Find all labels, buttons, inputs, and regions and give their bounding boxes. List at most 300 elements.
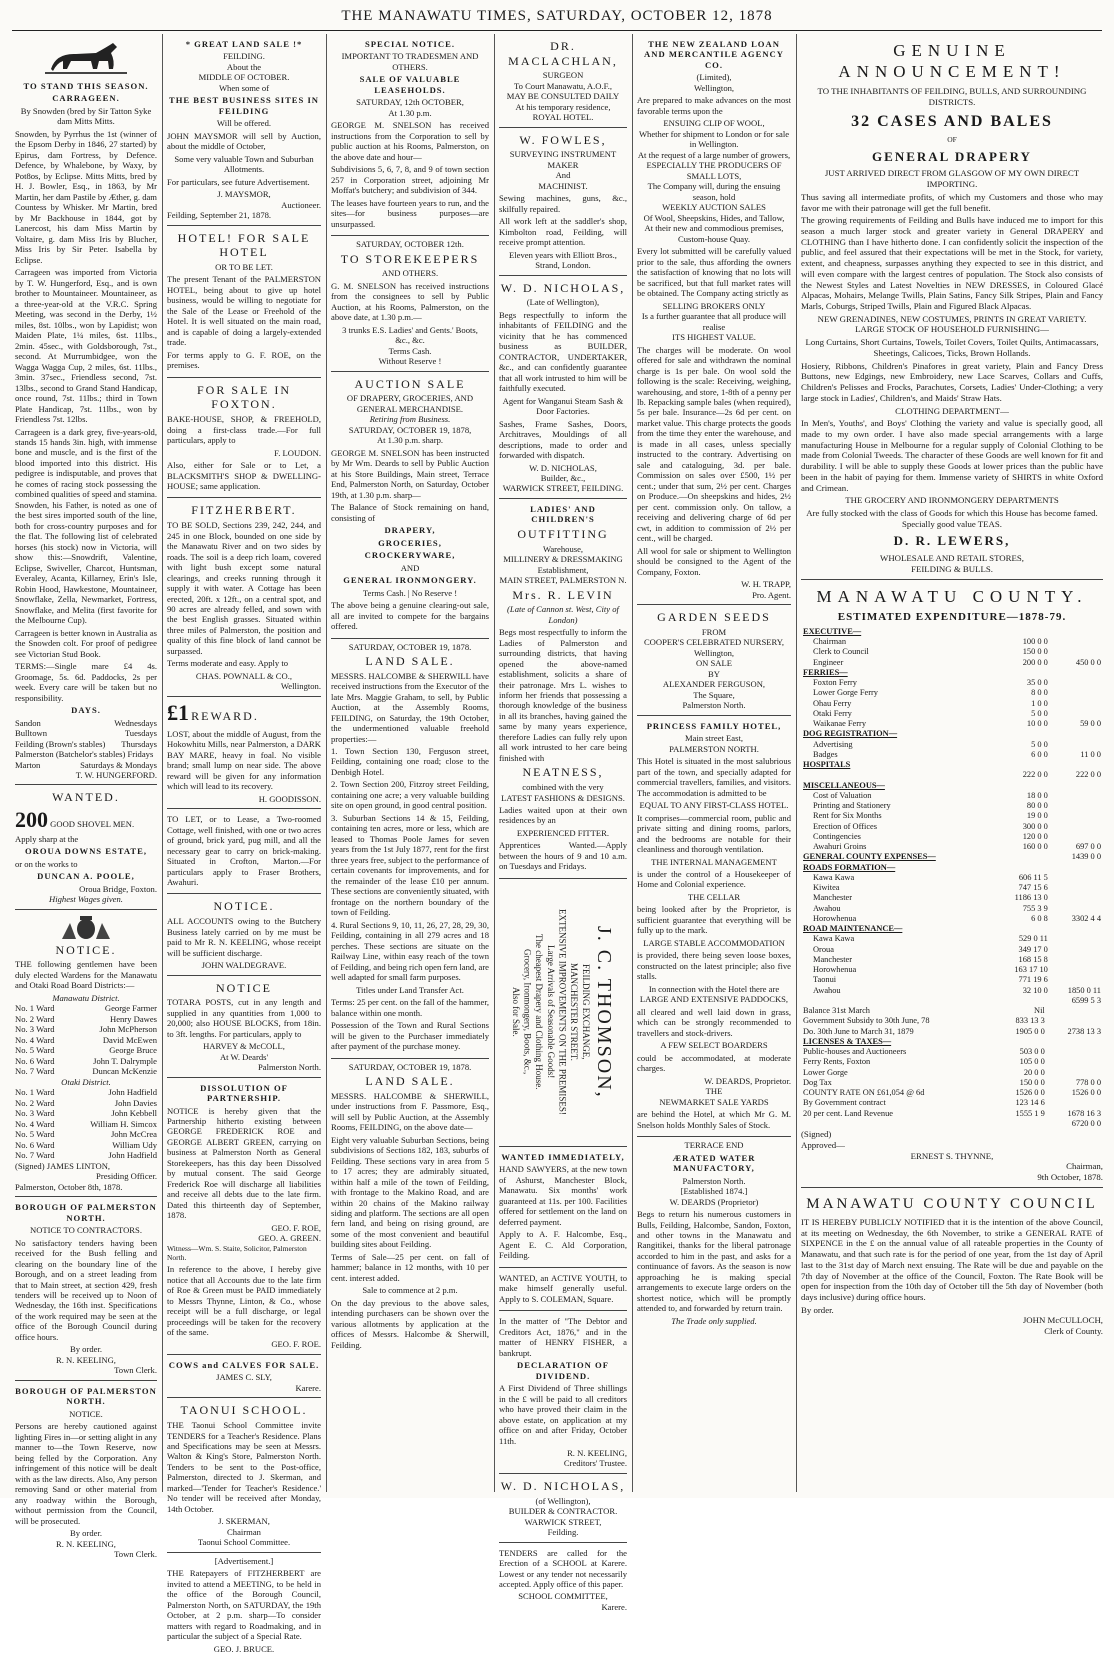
ad-text: In reference to the above, I hereby give notice that all Accounts due to the late firm of Roe & Green must be PAID immediately to Messrs Thynne, Linton, & Co., whose receipt will be a full discharge, or legal proceedings will be taken for the recovery of the same.	[167, 1264, 321, 1337]
garden-seeds-ad	[637, 605, 791, 716]
ad-text: The Balance of Stock remaining on hand, consisting of	[331, 502, 489, 523]
ad-heading: SPECIAL NOTICE.	[365, 39, 455, 49]
text-line: To Court Manawatu, A.O.F.,	[513, 80, 612, 91]
ad-text: Long Curtains, Short Curtains, Towels, Toilet Covers, Toilet Quilts, Antimacassars, Sheetings, Calicoes, Ticks, Brown Hollands.	[805, 337, 1099, 358]
text-line: Retiring from Business.	[369, 414, 451, 425]
ad-text: Sashes, Frame Sashes, Doors, Architraves, Mouldings of all descriptions, made to order and forwarded with dispatch.	[499, 418, 627, 461]
ad-text: In the matter of "The Debtor and Creditors Act, 1876," and in the matter of HENRY FISHER, a bankrupt.	[499, 1316, 627, 1358]
text-line: Palmerston North.	[682, 1175, 746, 1186]
horse-name: CARRAGEEN.	[52, 93, 120, 104]
signature: W. H. TRAPP,	[741, 579, 791, 590]
text-line: Without Reserve !	[378, 356, 442, 367]
text-line: At W. Deards'	[219, 1051, 269, 1062]
text-line: 3 trunks E.S. Ladies' and Gents.' Boots,	[342, 324, 478, 335]
ad-heading: WANTED IMMEDIATELY,	[501, 1151, 625, 1162]
ad-heading: * GREAT LAND SALE !*	[185, 39, 303, 49]
table-row: Public-houses and Auctioneers 503 0 0	[803, 1047, 1045, 1057]
text-line: WARWICK STREET, FEILDING.	[502, 483, 624, 494]
text-line: Builder, &c.,	[540, 473, 586, 483]
ad-text: Are fully stocked with the class of Goods for which this House has become famed. Specially good value TEAS.	[806, 507, 1098, 529]
text-line: MAY BE CONSULTED DAILY	[506, 91, 620, 102]
table-row: Balance 31st March Nil	[803, 1006, 1045, 1016]
ad-text: The growing requirements of Feilding and Bulls have induced me to import for this season a much larger stock and greater variety in General DRAPERY and CLOTHING than I have hitherto done. I can confidently solicit the inspection of the public, and feel assured that their expectations will be met in the Stock, for variety, extent, and cheapness, surpasses anything they expected to see in this district, and will even compare with the largest centres of population. The Stock also consists of the Newest Styles and Latest Novelties in NEW DRESSES, in Coloured Glacé Alpacas, Mohairs, Melange Twills, Plain Satins, Fancy Silk Stripes, Plain and Fancy Marls, Coburgs, Striped Twills, Plain and Figured Black Alpacas.	[801, 215, 1103, 312]
ad-text: is under the control of a Housekeeper of Home and Colonial experience.	[637, 868, 791, 890]
text-line: MILLINERY & DRESSMAKING	[503, 554, 623, 565]
signature: R. N. KEELING,	[56, 1354, 116, 1365]
text-line: THE	[705, 1086, 723, 1097]
ad-text: All work left at the saddler's shop, Kimbolton road, Feilding, will receive prompt attention.	[499, 216, 627, 248]
county-expenditure-ad	[801, 580, 1103, 1188]
ad-label: [Advertisement.]	[214, 1555, 274, 1566]
date: Feilding, September 21, 1878.	[167, 210, 272, 221]
text-line: (Late of Wellington),	[526, 297, 600, 308]
ad-heading: TO STAND THIS SEASON.	[23, 81, 149, 91]
date: SATURDAY, OCTOBER 19, 1878,	[348, 424, 472, 435]
district-name: Manawatu District.	[52, 992, 120, 1003]
text-line: SELLING BROKERS ONLY	[662, 300, 766, 311]
text-line: TERRACE END	[684, 1140, 744, 1151]
table-row: Ferry Rents, Foxton 105 0 0	[803, 1057, 1045, 1067]
column-3	[326, 34, 494, 1494]
ad-text: Are prepared to make advances on the most favorable terms upon the	[637, 95, 791, 116]
ad-text: Eight very valuable Suburban Sections, being subdivisions of Sections 182, 183, suburbs of Feilding. These sections vary in area from 5 to 17 acres; they are admirably situated, within half a mile of the town of Feilding, with frontage to the Makino Road, and are within 20 chains of the Makino railway siding and platform. The sections are all open fern land, and being on rising ground, are some of the most convenient and beautiful building sites about Feilding.	[331, 1134, 489, 1250]
text-line: FEILDING EXCHANGE,	[580, 964, 591, 1060]
text-line: GENERAL IRONMONGERY.	[343, 575, 477, 586]
notice-text: THE following gentlemen have been duly elected Wardens for the Manawatu and Otaki Road Board Districts:—	[15, 959, 157, 991]
text-line: The Company will, during the ensuing season, hold	[647, 181, 781, 202]
nicholas-builder-ad	[499, 276, 627, 499]
contact-name: DUNCAN A. POOLE,	[37, 871, 135, 882]
signature: HARVEY & McCOLL,	[203, 1041, 285, 1052]
table-row: Badges 6 0 0 11 0 0	[813, 749, 1101, 759]
signed-role: Presiding Officer.	[96, 1171, 157, 1182]
table-row: ROAD MAINTENANCE—	[803, 924, 903, 934]
ad-heading: COWS and CALVES FOR SALE.	[168, 1359, 320, 1370]
table-row: EXECUTIVE—	[803, 626, 862, 636]
table-row: ROADS FORMATION—	[803, 862, 896, 872]
signature: JOHN McCULLOCH,	[1022, 1315, 1103, 1326]
youth-wanted-ad	[499, 1268, 627, 1311]
table-row: Government Subsidy to 30th June, 78 833 13 3	[803, 1016, 1045, 1026]
revenue-table	[801, 996, 1103, 1129]
table-row: HOSPITALS	[803, 760, 851, 770]
ad-heading: W. FOWLES,	[519, 132, 607, 147]
text-line: &c., &c.	[395, 335, 425, 346]
ad-subheading: NOTICE TO CONTRACTORS.	[30, 1225, 142, 1236]
ad-heading: LAND SALE.	[365, 653, 455, 668]
text-line: At the request of a large number of growers,	[637, 149, 791, 160]
ad-heading: AUCTION SALE	[354, 376, 466, 391]
text-line: Of Wool, Sheepskins, Hides, and Tallow,	[643, 212, 785, 223]
list-item: 3. Suburban Sections 14 & 15, Feilding, containing ten acres, more or less, which are leased to Thomas Poole James for seven years from the 1st July 1877, rent for the first three years free, subject to the performance of certain covenants for improvements, and for the remainder of the lease £10 per annum. These sections are conveniently situated, with frontage on the northern boundary of the town of Feilding.	[331, 812, 489, 918]
signature: ERNEST S. THYNNE,	[910, 1150, 994, 1161]
text-line: GROCERIES,	[378, 537, 442, 548]
ad-subheading: TO THE INHABITANTS OF FEILDING, BULLS, AND SURROUNDING DISTRICTS.	[817, 86, 1087, 108]
royal-arms-icon	[56, 915, 116, 941]
date: SATURDAY, OCTOBER 19, 1878.	[348, 1061, 472, 1072]
signed-role: Chairman	[227, 1526, 261, 1537]
text-line: Some very valuable Town and Suburban Allotments.	[174, 153, 314, 175]
ad-text: could be accommodated, at moderate charges.	[637, 1052, 791, 1074]
text-line: Terms Cash.	[388, 345, 432, 356]
table-row: Kawa Kawa 529 0 11	[813, 934, 1048, 944]
text-line: Is a further guarantee that all produce will realise	[641, 311, 787, 332]
ad-text: For terms apply to G. F. ROE, on the premises.	[167, 349, 321, 371]
text-line: BUILDER & CONTRACTOR.	[508, 1506, 618, 1517]
signed-role: Chairman,	[1066, 1161, 1103, 1172]
ad-text: Apply to A. F. Halcombe, Esq., Agent E. C. Ald Corporation, Feilding.	[499, 1229, 627, 1261]
table-row: LICENSES & TAXES—	[803, 1036, 892, 1046]
ad-heading: NOTICE.	[213, 899, 275, 914]
place: FEILDING.	[223, 51, 265, 62]
text-line: In connection with the Hotel there are	[648, 983, 780, 994]
table-row: Horowhenua 6 0 8 3302 4 4	[813, 913, 1101, 923]
wardens-list	[15, 1003, 157, 1076]
text-line: SURGEON	[542, 70, 584, 81]
table-row: COUNTY RATE ON £61,054 @ 6d 1526 0 0 1526 0 0	[803, 1088, 1101, 1098]
signature: GEO. J. BRUCE.	[213, 1643, 275, 1654]
apply-text: Apply sharp at the	[15, 833, 79, 844]
place: Karere.	[295, 1382, 321, 1393]
ad-text: TOTARA POSTS, cut in any length and supplied in any quantities from 1,000 to 20,000; also HOUSE BLOCKS, from 18in. to 3ft. lengths. For particulars, apply to	[167, 997, 321, 1039]
text-line: THE BEST BUSINESS SITES IN FEILDING	[168, 95, 320, 116]
list-item: No. 6 Ward John T. Dalrymple	[15, 1055, 157, 1066]
ad-text: G. M. SNELSON has received instructions from the consignees to sell by Public Auction, at his Rooms, Palmerston, on the above date, at 1.30 p.m.—	[331, 280, 489, 323]
text-line: LARGE AND EXTENSIVE PADDOCKS,	[639, 994, 789, 1005]
date: Palmerston, October 8th, 1878.	[15, 1181, 123, 1192]
ad-heading: FOR SALE IN FOXTON.	[196, 382, 291, 412]
ad-heading: Mrs. R. LEVIN	[512, 587, 614, 602]
list-item: No. 7 Ward John Hadfield	[15, 1150, 157, 1161]
ad-text: is provided, there being seven loose boxes, constructed on the latest principle; also five stalls.	[637, 950, 791, 982]
ad-text: This Hotel is situated in the most salubrious part of the town, and specially adapted for commercial travellers, families, and visitors. The accommodation is admitted to be	[637, 756, 791, 798]
signed: (Signed)	[801, 1129, 832, 1140]
text-line: At his temporary residence,	[515, 101, 611, 112]
surgeon-ad	[499, 34, 627, 128]
text-line: Will be offered.	[216, 118, 272, 129]
taonui-school-ad	[167, 1398, 321, 1552]
wanted-ad	[15, 785, 157, 909]
signature: W. DEARDS (Proprietor)	[669, 1196, 759, 1207]
text-line: Sale to commence at 2 p.m.	[362, 1285, 458, 1296]
table-row: Kiwitea 747 15 6	[813, 883, 1048, 893]
wanted-number: 200	[15, 807, 48, 833]
table-row: 6599 5 3	[1071, 995, 1101, 1005]
list-item: No. 1 Ward John Hadfield	[15, 1087, 157, 1098]
ad-text: For particulars, see future Advertisement.	[167, 176, 310, 187]
date: 9th October, 1878.	[1037, 1171, 1103, 1182]
time: At 1.30 p.m. sharp.	[376, 435, 444, 446]
ad-text: On the day previous to the above sales, intending purchasers can be shown over the various allotments by application at the offices of Messrs. Halcombe & Sherwill, Feilding.	[331, 1297, 489, 1350]
ad-text: The present Tenant of the PALMERSTON HOTEL, being about to give up hotel business, would be willing to negotiate for the Sale of the Lease or Freehold of the Hotel. It is well situated on the main road, and is capable of doing a largely-extended trade.	[167, 274, 321, 348]
ad-text: MESSRS. HALCOMBE & SHERWILL have received instructions from the Executor of the late Mrs. Maggie Graham, to sell, by Public Auction, at the Assembly Rooms, FEILDING, on Saturday, the 19th October, the undermentioned valuable freehold properties:—	[331, 670, 489, 744]
wardens-list	[15, 1087, 157, 1160]
notice-text: Persons are hereby cautioned against lighting Fires in—or setting alight in any manner to—the Town Reserve, now being felled by the Corporation. Any infringement of this notice will be dealt with as the law directs. Also, Any person removing Sand or other material from any roadway within the Borough, without permission from the Council, will be prosecuted.	[15, 1421, 157, 1526]
table-row: Rent for Six Months 19 0 0	[813, 811, 1048, 821]
horse-engraving-icon	[41, 39, 131, 79]
ad-subheading: OR TO BE LET.	[215, 262, 273, 272]
masthead: THE MANAWATU TIMES, SATURDAY, OCTOBER 12, 1878	[341, 8, 773, 24]
text-line: AND	[400, 562, 420, 573]
text-line: The Square,	[693, 689, 735, 700]
signed-role: Pro. Agent.	[752, 589, 791, 600]
table-row: Contingencies 120 0 0	[813, 831, 1048, 841]
place: Wellington.	[280, 681, 321, 692]
ad-subheading: IMPORTANT TO TRADESMEN AND OTHERS.	[341, 51, 479, 72]
date: SATURDAY, OCTOBER 12th.	[356, 239, 464, 250]
ad-heading: D. R. LEWERS,	[893, 533, 1011, 549]
text-line: Approved—	[801, 1139, 845, 1150]
ad-text: Terms moderate and easy. Apply to	[167, 658, 289, 669]
table-row: Waikanae Ferry 10 0 0 59 0 0	[813, 719, 1101, 729]
ad-heading: BOROUGH OF PALMERSTON NORTH.	[15, 1385, 157, 1407]
storekeepers-ad	[331, 236, 489, 371]
text-line: Agent for Wanganui Steam Sash & Door Factories.	[502, 395, 624, 417]
notice-text: IT IS HEREBY PUBLICLY NOTIFIED that it is the intention of the above Council, at its meeting on Wednesday, the 6th November, to strike a GENERAL RATE of SIXPENCE in the £ on the annual value of all rateable properties in the County of Manawatu, and that such rate is for the period of one year, from the 1st day of April last to the 31st day of March next ensuing. The Rate will be due and payable on the 7th day of November at the office of the Council, Foxton. The Rate Book will be open for inspection from the 10th day of October till the 5th day of November (both days inclusive) during office hours.	[801, 1217, 1103, 1303]
ad-heading: MANAWATU COUNTY.	[816, 586, 1088, 606]
foxton-sale-ad	[167, 378, 321, 499]
text-line: NEWMARKET SALE YARDS	[659, 1096, 769, 1107]
ladies-outfitting-ad	[499, 499, 627, 879]
ad-heading: HOTEL! FOR SALE HOTEL	[177, 230, 311, 260]
text-line: JUST ARRIVED DIRECT FROM GLASGOW OF MY OWN DIRECT IMPORTING.	[824, 168, 1080, 190]
signature: ALEXANDER FERGUSON,	[662, 679, 766, 690]
proof-text: Carrageen is better known in Australia as the Snowden colt. For proof of pedigree see Victorian Stud Book.	[15, 627, 157, 659]
leaseholds-sale-ad	[331, 34, 489, 236]
text-line: The Trade only supplied.	[671, 1315, 757, 1326]
text-line: SURVEYING INSTRUMENT MAKER	[509, 149, 617, 170]
ad-text: GEORGE M. SNELSON has been instructed by Mr Wm. Deards to sell by Public Auction at his Store Buildings, Main street, Terrace End, Palmerston North, on Saturday, October 19th, at 1.30 p.m. sharp—	[331, 447, 489, 500]
table-row: Chairman 100 0 0	[813, 637, 1048, 647]
text-line: NEATNESS,	[522, 765, 604, 780]
date: SATURDAY, OCTOBER 19, 1878.	[348, 641, 472, 652]
table-row: Clerk to Council 150 0 0	[813, 647, 1048, 657]
text-line: At their new and commodious premises, Custom-house Quay.	[644, 223, 784, 244]
table-row: Do. 30th June to March 31, 1879 1905 0 0 2738 13 3	[803, 1026, 1101, 1036]
ad-text: MESSRS. HALCOMBE & SHERWILL, under instructions from F. Passmore, Esq., will sell by Public Auction, at the Assembly Rooms, FEILDING, on the above date—	[331, 1090, 489, 1133]
ad-text: In Men's, Youths', and Boys' Clothing the variety and value is specially good, all made to my own order. I have also made special arrangements with a large manufacturing House in Melbourne for a regular supply of Colonial Clothing to be made from Colonial Tweeds. The character of these Goods are well known for fit and durability. I will be able to supply these Goods at lower prices than the public have been in the habit of paying for them. Immense variety of SHIRTS in white Oxford and Crimean.	[801, 418, 1103, 493]
text-line: [Established 1874.]	[680, 1186, 748, 1197]
ad-heading: OUTFITTING	[517, 526, 609, 541]
fowles-ad	[499, 128, 627, 276]
ad-heading: FITZHERBERT.	[191, 503, 297, 518]
table-row: Printing and Stationery 80 0 0	[813, 801, 1048, 811]
reward-ad	[167, 697, 321, 809]
text-line: BY	[708, 668, 720, 679]
ad-text: are behind the Hotel, at which Mr G. M. Snelson holds Monthly Sales of Stock.	[637, 1109, 791, 1130]
place: Palmerston North.	[257, 1062, 321, 1073]
signature: R. N. KEELING,	[56, 1538, 116, 1549]
ad-text: JOHN MAYSMOR will sell by Auction, about the middle of October,	[167, 130, 321, 152]
table-row: DOG REGISTRATION—	[803, 729, 898, 739]
ad-text: HAND SAWYERS, at the new town of Ashurst, Manchester Block, Manawatu. Six months' work guaranteed at 11s. per 100. Facilities offered for settlement on the land on deferred payment.	[499, 1164, 627, 1227]
text-line: LARGE STOCK OF HOUSEHOLD FURNISHING—	[855, 324, 1049, 335]
text-line: EXTENSIVE IMPROVEMENTS ON THE PREMISES!	[557, 908, 568, 1115]
ad-text: ALL ACCOUNTS owing to the Butchery Business lately carried on by me must be paid to Mr R. N. KEELING, whose receipt will be sufficient discharge.	[167, 916, 321, 958]
ad-heading: MANAWATU COUNTY COUNCIL	[806, 1195, 1098, 1212]
signature: GEO. F. ROE.	[271, 1339, 321, 1350]
karere-school-tenders-ad	[499, 1543, 627, 1617]
pedigree-text: Snowden, by Pyrrhus the 1st (winner of the Epsom Derby in 1846, 27 started) by Epirus, dam Fortress, by Defence. Defence, by Whalebone, by Waxy, by Pot8os, by Eclipse. Mitts Mitts, bred by H. J. Bowler, Esq., in 1863, by Mr Martin, her dam Pastile by Æther, g. dam Countess by Whisker. Mr Martin, bred by Mr Backhouse in 1844, got by Lanercost, his dam Miss Martin by Voltaire, g. dam Miss Iris by Blucher, Miss Iris by Sir Peter. Isabella by Eclipse.	[15, 128, 157, 265]
text-line: WARWICK STREET,	[524, 1516, 602, 1527]
text-line: LATEST FASHIONS & DESIGNS.	[501, 792, 625, 803]
ad-text: Every lot submitted will be carefully valued prior to the sale, thus affording the owners the satisfaction of knowing that no lots will be sacrificed, but that full market rates will be obtained. The Company acting strictly as	[637, 246, 791, 299]
list-item: No. 7 Ward Duncan McKenzie	[15, 1066, 157, 1077]
table-row: GENERAL COUNTY EXPENSES— 1439 0 0	[803, 852, 1101, 862]
signed-role: Creditors' Trustee.	[563, 1458, 627, 1469]
list-item: No. 4 Ward David McEwen	[15, 1034, 157, 1045]
list-item: Feilding (Brown's stables) Thursdays	[15, 738, 157, 749]
text-line: ESPECIALLY THE PRODUCERS OF SMALL LOTS,	[646, 160, 782, 181]
ad-heading: PRINCESS FAMILY HOTEL,	[646, 720, 782, 731]
text-line: ITS HIGHEST VALUE.	[672, 332, 756, 343]
signed-role: Taonui School Committee.	[197, 1537, 291, 1548]
hotel-for-sale-ad	[167, 226, 321, 378]
time: At 1.30 p.m.	[388, 107, 432, 118]
ad-text: THE Ratepayers of FITZHERBERT are invited to attend a MEETING, to be held in the office of the Borough Council, Palmerston North, on SATURDAY, the 19th October, at 2 p.m. sharp—To consider matters with regard to Roadmaking, and in particular the subject of a Special Rate.	[167, 1568, 321, 1642]
text-line: LARGE STABLE ACCOMMODATION	[643, 937, 785, 948]
auction-sale-ad	[331, 372, 489, 639]
ad-heading: ÆRATED WATER MANUFACTORY,	[672, 1152, 756, 1174]
ad-heading: BOROUGH OF PALMERSTON NORTH.	[15, 1202, 157, 1223]
signature: J. SKERMAN,	[218, 1516, 270, 1527]
ad-heading: WANTED.	[52, 790, 120, 805]
table-row: Awahou 755 3 9	[813, 903, 1048, 913]
text-line: COOPER'S CELEBRATED NURSERY,	[643, 637, 785, 648]
text-line: About the	[226, 61, 262, 72]
text-line: Establishment,	[537, 564, 589, 575]
table-row: 222 0 0 222 0 0	[1022, 770, 1101, 780]
text-line: Large Arrivals of Seasonable Goods!	[545, 945, 556, 1079]
ad-text: It comprises—commercial room, public and private sitting and dining rooms, parlors, and the bedrooms are notable for their cleanliness and thorough ventilation.	[637, 812, 791, 855]
ad-text: Subdivisions 5, 6, 7, 8, and 9 of town section 257 in Corporation street, adjoining Mr Moffat's butchery; and subdivision of 344.	[331, 164, 489, 196]
list-item: Sandon Wednesdays	[15, 717, 157, 728]
passmore-land-sale-ad	[331, 1059, 489, 1357]
signature: GEO. F. ROE,	[271, 1222, 321, 1233]
list-item: 4. Rural Sections 9, 10, 11, 26, 27, 28, 29, 30, Feilding, containing in all 279 acres and 18 perches. These sections are situate on the Railway Line, within easy reach of the town of Feilding, and being rich open fern land, are well adapted for small farm purposes.	[331, 919, 489, 983]
ad-text: Begs respectfully to inform the inhabitants of FEILDING and the vicinity that he has commenced business as BUILDER, CONTRACTOR, UNDERTAKER, &c., and can confidently guarantee that all work intrusted to him will be faithfully executed.	[499, 309, 627, 394]
table-row: Taonui 771 19 6	[813, 975, 1048, 985]
text-line: FROM	[701, 626, 727, 637]
text-line: (of Wellington),	[535, 1495, 591, 1506]
ad-text: TO LET, or to Lease, a Two-roomed Cottage, well finished, with one or two acres of ground, brick yard, pug mill, and all the necessary gear to carry on brick-making. Situated in Crofton, Marton.—For particulars apply to Fraser Brothers, Awahuri.	[167, 814, 321, 887]
text-line: THE INTERNAL MANAGEMENT	[651, 856, 777, 867]
text-line: Main street East,	[685, 733, 743, 744]
list-item: No. 6 Ward William Udy	[15, 1139, 157, 1150]
text-line: DRAPERY,	[384, 525, 436, 536]
text-line: NEW GRENADINES, NEW COSTUMES, PRINTS IN GREAT VARIETY.	[817, 313, 1087, 324]
reward-amount: £1	[167, 699, 189, 725]
signature: R. N. KEELING,	[567, 1448, 627, 1458]
notice-text: No satisfactory tenders having been received for the Bush felling and clearing on the boundary line of the Borough, and on a street leading from that to Main street, at section 429, fresh tenders will be received up to Noon of Wednesday, the 16th inst. Specifications of the work required may be seen at the office of the Borough Council during office hours.	[15, 1237, 157, 1342]
works-text: or on the works to	[15, 858, 78, 869]
ad-heading: TAONUI SCHOOL.	[180, 1403, 308, 1418]
text-line: And	[555, 170, 571, 181]
text-line: Eleven years with Elliott Bros., Strand, London.	[509, 249, 617, 271]
table-row: Advertising 5 0 0	[813, 739, 1048, 749]
signature: SCHOOL COMMITTEE,	[518, 1591, 608, 1602]
table-row: Oroua 349 17 0	[813, 944, 1048, 954]
ad-text: Terms of Sale—25 per cent. on fall of hammer; balance in 12 months, with 10 per cent. interest added.	[331, 1251, 489, 1283]
ad-heading: W. D. NICHOLAS,	[500, 280, 626, 295]
ad-text: WANTED, an ACTIVE YOUTH, to make himself generally useful. Apply to S. COLEMAN, Square.	[499, 1272, 627, 1304]
text-line: Wellington,	[693, 647, 735, 658]
signature: F. LOUDON.	[274, 447, 321, 458]
signed-role: Town Clerk.	[114, 1549, 157, 1560]
dividend-ad	[499, 1311, 627, 1474]
date: SATURDAY, 12th OCTOBER,	[356, 97, 464, 108]
ad-subheading: OF DRAPERY, GROCERIES, AND GENERAL MERCHANDISE.	[346, 393, 474, 414]
table-row: Awahou 32 10 0 1850 0 11	[813, 985, 1101, 995]
ad-text: Terms: 25 per cent. on the fall of the hammer, balance within one month.	[331, 997, 489, 1018]
ad-heading: 32 CASES AND BALES	[851, 112, 1053, 130]
ad-heading: NOTICE.	[55, 942, 117, 957]
table-row: Erection of Offices 300 0 0	[813, 821, 1048, 831]
ad-text: All wool for sale or shipment to Wellington should be consigned to the Agent of the Company, Foxton.	[637, 545, 791, 577]
ad-text: Ladies waited upon at their own residences by an	[499, 804, 627, 826]
text-line: FEILDING & BULLS.	[911, 564, 993, 574]
table-row: Horowhenua 163 17 10	[813, 965, 1048, 975]
list-item: No. 4 Ward William H. Simcox	[15, 1118, 157, 1129]
ad-heading: J. C. THOMSON,	[592, 925, 615, 1099]
masthead-rule	[12, 30, 1102, 31]
signature: W. DEARDS, Proprietor.	[704, 1075, 791, 1086]
text-line: ROYAL HOTEL.	[532, 112, 594, 123]
ad-heading: GENUINE ANNOUNCEMENT!	[838, 41, 1066, 81]
contact-address: Oroua Bridge, Foxton.	[79, 883, 157, 894]
table-row: Manchester 168 15 8	[813, 954, 1048, 964]
ad-heading: GARDEN SEEDS	[657, 610, 771, 625]
text-line: Grocery, Ironmongery, Boots, &c.,	[522, 949, 533, 1075]
text-line: Titles under Land Transfer Act.	[356, 984, 464, 995]
ratepayers-ad	[167, 1553, 321, 1658]
text-line: Palmerston North.	[682, 700, 746, 711]
ad-heading: REWARD.	[191, 708, 259, 723]
great-land-sale-ad	[167, 34, 321, 226]
table-row: Foxton Ferry 35 0 0	[813, 678, 1048, 688]
table-row: 6720 0 0	[1071, 1118, 1101, 1128]
ad-text: all cleared and well laid down in grass, which can be strongly recommended to travellers and stock-drivers.	[637, 1006, 791, 1038]
ad-heading: THE NEW ZEALAND LOAN AND MERCANTILE AGENCY CO.	[644, 39, 784, 70]
ad-heading: SALE OF VALUABLE LEASEHOLDS.	[359, 74, 461, 95]
nicholas-contractor-ad	[499, 1474, 627, 1543]
signature: CHAS. POWNALL & CO.,	[195, 670, 293, 681]
description-text: Carrageen is a dark grey, five-years-old, stands 15 hands 3in. high, with immense bone and muscle, and is the first of the blood imported into this district. His pedigree is indisputable, and proves that he comes of racing stock possessing the combined qualities of speed and stamina. Snowden, his Father, is noted as one of the best sires imported south of the line, both for cross-country purposes and for the flat. The following list of celebrated horses (his stock) now in Victoria, will show this:—Snowdrift, Valentine, Eclipse, Swiveller, Charcot, Huntsman, Everaley, Acanta, Killarney, Erin's Isle, Robin Hood, Hawkestone, Mountaineer, Snowflake, Zella, Newmarket, Fortress, Snowflake, and Melita (first favorite for the Melbourne Cup).	[15, 426, 157, 626]
signature: T. W. HUNGERFORD.	[75, 770, 157, 780]
list-item: 2. Town Section 200, Fitzroy street Feilding, containing one acre; a very valuable building site on open ground, in good central position.	[331, 779, 489, 811]
by-order: By order.	[801, 1304, 834, 1315]
pedigree-by: By Snowden (bred by Sir Tatton Syke dam Mitts Mitts.	[20, 105, 152, 127]
ad-heading: DECLARATION OF DIVIDEND.	[517, 1360, 609, 1381]
ad-heading: DISSOLUTION OF PARTNERSHIP.	[200, 1082, 288, 1104]
text-line: combined with the very	[522, 782, 604, 793]
text-line: MACHINIST.	[538, 180, 588, 191]
list-item: No. 3 Ward John Kebbell	[15, 1108, 157, 1119]
signed-role: Clerk of County.	[1044, 1326, 1103, 1337]
ad-heading: LADIES' AND CHILDREN'S	[530, 503, 596, 525]
days-heading: DAYS.	[71, 705, 101, 716]
list-item: No. 5 Ward John McCrea	[15, 1129, 157, 1140]
text-line: Wellington,	[693, 82, 735, 93]
list-item: No. 2 Ward Henry Dawes	[15, 1013, 157, 1024]
princess-hotel-ad	[637, 716, 791, 1137]
dissolution-ad	[167, 1078, 321, 1355]
ad-text: Hosiery, Ribbons, Children's Pinafores in great variety, Plain and Fancy Dress Buttons, new Edgings, new Embroidery, new Lace Scarves, Collars and Cuffs, Children's Pelisses and Frocks, Parachutes, Corsets, Ladies' Under-Clothing; a very large stock in Ladies', Children's, and Maids' Straw Hats.	[801, 360, 1103, 403]
ad-text: The leases have fourteen years to run, and the sites—for business purposes—are unsurpassed.	[331, 197, 489, 229]
text-line: MIDDLE OF OCTOBER.	[198, 72, 290, 83]
text-line: WEEKLY AUCTION SALES	[662, 202, 766, 213]
estate-name: OROUA DOWNS ESTATE,	[24, 846, 148, 857]
